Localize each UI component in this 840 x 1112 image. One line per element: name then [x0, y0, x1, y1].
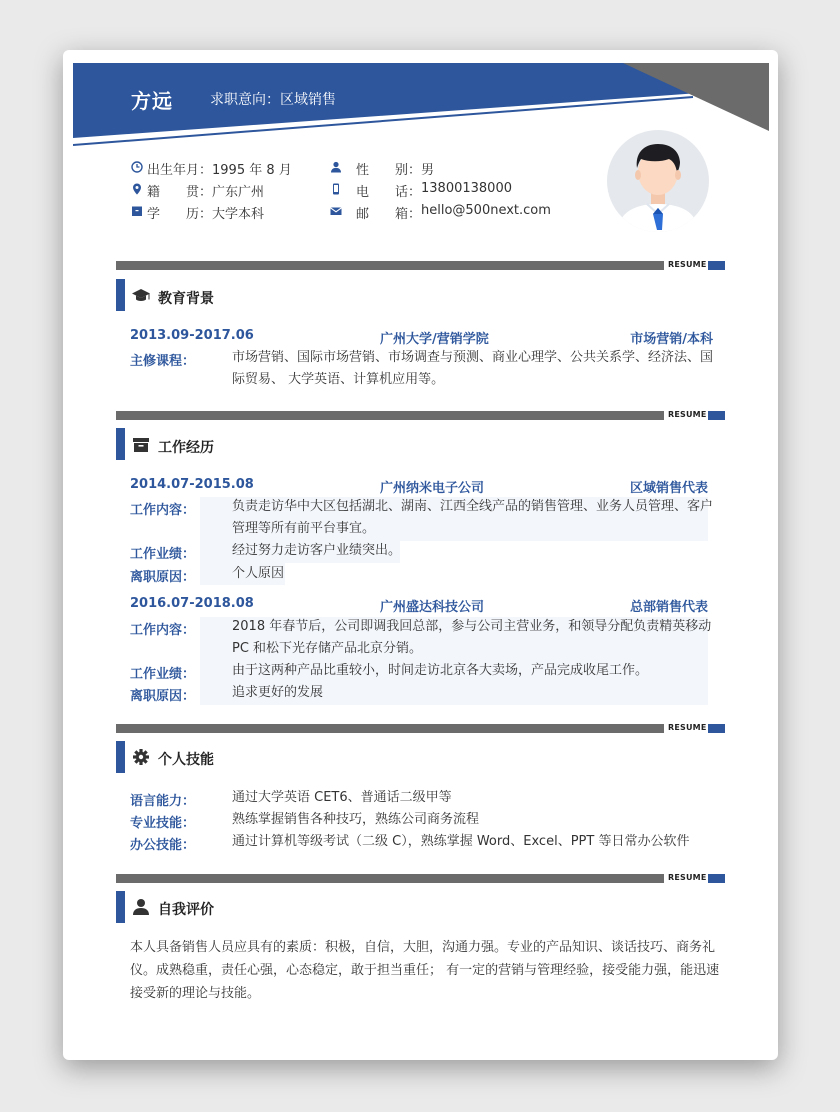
- archive-box-icon: [131, 436, 151, 454]
- job2-content-label: 工作内容：: [130, 623, 196, 638]
- user-icon: [131, 898, 151, 916]
- job1-date: 2014.07-2015.08: [130, 477, 254, 492]
- skill-label: 语言能力：: [130, 794, 196, 809]
- job1-position: 区域销售代表: [629, 481, 708, 496]
- job1-leave-label: 离职原因：: [130, 570, 196, 585]
- section-title-self-eval: 自我评价: [158, 902, 214, 918]
- job2-date: 2016.07-2018.08: [130, 596, 254, 611]
- section-marker: [116, 428, 125, 460]
- job2-content-line1: 2018 年春节后，公司即调我回总部，参与公司主营业务，和领导分配负责精英移动: [232, 619, 712, 634]
- job2-content-line2: PC 和松下光存储产品北京分销。: [232, 641, 423, 656]
- divider-accent: [708, 874, 725, 883]
- resume-tag: RESUME: [668, 410, 707, 419]
- edu-school: 广州大学/营销学院: [380, 332, 489, 347]
- job1-perf: 经过努力走访客户业绩突出。: [232, 543, 402, 558]
- job2-position: 总部销售代表: [629, 600, 708, 615]
- skill-label: 专业技能：: [130, 816, 196, 831]
- edu-major: 市场营销/本科: [630, 332, 713, 347]
- job1-company: 广州纳米电子公司: [380, 481, 485, 496]
- skill-value: 通过大学英语 CET6、普通话二级甲等: [232, 790, 452, 805]
- edu-course-line2: 际贸易、 大学英语、计算机应用等。: [232, 372, 445, 387]
- mobile-phone-icon: [330, 183, 342, 195]
- job-intent: 求职意向：区域销售: [210, 92, 336, 108]
- section-marker: [116, 741, 125, 773]
- section-title-education: 教育背景: [158, 291, 214, 307]
- job1-perf-label: 工作业绩：: [130, 547, 196, 562]
- candidate-name: 方远: [131, 89, 173, 113]
- self-eval-line2: 仪。成熟稳重，责任心强，心态稳定，敢于担当重任； 有一定的营销与管理经验，接受能力强，能迅速: [130, 963, 720, 978]
- job1-leave: 个人原因: [232, 566, 285, 581]
- skill-label: 办公技能：: [130, 838, 196, 853]
- section-title-work: 工作经历: [158, 440, 214, 456]
- clock-icon: [131, 161, 143, 173]
- skill-value: 通过计算机等级考试（二级 C），熟练掌握 Word、Excel、PPT 等日常办公软件: [232, 834, 690, 849]
- section-divider-self-eval: [116, 874, 664, 883]
- avatar: [607, 130, 709, 232]
- envelope-icon: [330, 205, 342, 217]
- edu-course-line1: 市场营销、国际市场营销、市场调查与预测、商业心理学、公共关系学、经济法、国: [232, 350, 714, 365]
- skill-value: 熟练掌握销售各种技巧，熟练公司商务流程: [232, 812, 480, 827]
- job2-company: 广州盛达科技公司: [380, 600, 485, 615]
- location-pin-icon: [131, 183, 143, 195]
- section-title-skills: 个人技能: [158, 752, 214, 768]
- edu-date: 2013.09-2017.06: [130, 328, 254, 343]
- self-eval-line1: 本人具备销售人员应具有的素质：积极，自信，大胆，沟通力强。专业的产品知识、谈话技巧、商务礼: [130, 940, 716, 955]
- job2-perf: 由于这两种产品比重较小，时间走访北京各大卖场，产品完成收尾工作。: [232, 663, 649, 678]
- resume-tag: RESUME: [668, 873, 707, 882]
- job2-leave: 追求更好的发展: [232, 685, 324, 700]
- edu-course-label: 主修课程：: [130, 354, 196, 369]
- section-divider-education: [116, 261, 664, 270]
- section-divider-work: [116, 411, 664, 420]
- graduation-cap-icon: [131, 287, 151, 305]
- job2-leave-label: 离职原因：: [130, 689, 196, 704]
- gear-icon: [131, 748, 151, 766]
- job1-content-label: 工作内容：: [130, 503, 196, 518]
- folder-icon: [131, 205, 143, 217]
- divider-accent: [708, 724, 725, 733]
- resume-tag: RESUME: [668, 260, 707, 269]
- job1-content-line1: 负责走访华中大区包括湖北、湖南、江西全线产品的销售管理、业务人员管理、客户: [232, 499, 714, 514]
- divider-accent: [708, 411, 725, 420]
- section-marker: [116, 279, 125, 311]
- section-divider-skills: [116, 724, 664, 733]
- self-eval-line3: 接受新的理论与技能。: [130, 986, 261, 1001]
- divider-accent: [708, 261, 725, 270]
- job2-perf-label: 工作业绩：: [130, 667, 196, 682]
- section-marker: [116, 891, 125, 923]
- job1-content-line2: 管理等所有前平台事宜。: [232, 521, 376, 536]
- user-icon: [330, 161, 342, 173]
- resume-tag: RESUME: [668, 723, 707, 732]
